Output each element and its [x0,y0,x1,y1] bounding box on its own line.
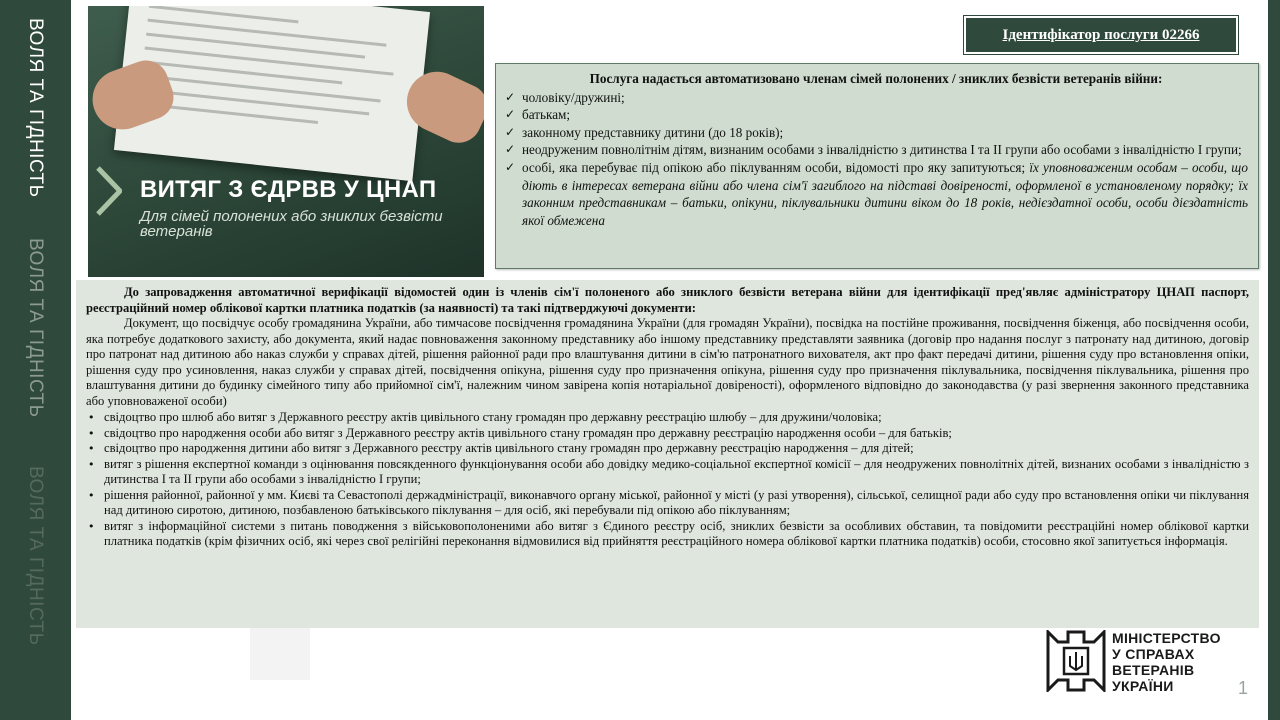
eligibility-list [504,89,1248,230]
list-item: • свідоцтво про народження дитини або витяг з Державного реєстру актів цивільного стану громадян про державну реєстрацію народження – для дітей; [88,441,914,455]
list-item: ✓ чоловіку/дружині; [505,89,625,105]
list-item: • витяг з інформаційної системи з питань поводження з військовополоненими або витяг з Єдиного реєстру осіб, зниклих безвісти за особливих обставин, та повідомити реєстраційні номер облікової картки платника податків (крім фізичних осіб, які через свої релігійні переконання відмовилися від прийняття реєстраційного номера облікової картки платника податків) особи, стосовно якої запитується інформація. [88,518,1249,548]
documents-panel [76,280,1259,628]
checkmark-icon: ✓ [505,89,516,104]
list-item: ✓ неодруженим повнолітнім дітям, визнаним особами з інвалідністю з дитинства I та II групи або особами з інвалідністю I групи; [505,142,1242,158]
ministry-name: МІНІСТЕРСТВО У СПРАВАХ ВЕТЕРАНІВ УКРАЇНИ [1112,630,1221,694]
bullet-icon: • [88,426,95,440]
bullet-icon: • [88,442,95,455]
checkmark-icon: ✓ [505,142,516,157]
service-id-button[interactable] [964,16,1238,54]
banner-subtitle: Для сімей полонених або зниклих безвісти ветеранів [140,208,443,240]
identity-document-text: Документ, що посвідчує особу громадянина України, або тимчасове посвідчення громадянина України (для громадян України), посвідка на постійне проживання, посвідчення біженця, або посвідчення особи, яка потребує додаткового захисту, або документа, який надає повноваження законному представнику або іншому представнику представляти заявника (договір про надання послуг з патронату над дитиною, договір про патронат над дитиною або наказ служби у справах дітей, рішення районної ради про влаштування дитини в сім'ю патронатного вихователя, акт про факт передачі дитини, рішення суду про встановлення опіки, рішення суду про усиновлення, наказ служби у справах дітей, посвідчення опікуна, рішення суду про призначення опікуна, рішення суду про призначення піклувальника, посвідчення піклувальника, рішення про влаштування дитини до будинку сімейного типу або прийомної сім'ї, належним чином завірена копія нотаріальної довіреності), оформленого відповідно до законодавства (у разі звернення законного представника або уповноваженої особи) [86,316,1249,408]
left-sidebar-band [0,0,71,720]
documents-intro: До запровадження автоматичної верифікації відомостей один із членів сім'ї полоненого або зниклого безвісти ветерана війни для ідентифікації пред'являє адміністратору ЦНАП паспорт, реєстраційний номер облікової картки платника податків (за наявності) та такі підтверджуючі документи: [86,285,1249,315]
slogan-vertical-1: ВОЛЯ ТА ГІДНІСТЬ [25,18,46,198]
list-item: • свідоцтво про народження особи або витяг з Державного реєстру актів цивільного стану громадян про державну реєстрацію народження особи – для батьків; [88,425,952,440]
bullet-icon: • [88,519,95,533]
bullet-icon: • [88,457,95,471]
arrow-icon [96,166,122,216]
list-item: • рішення районної, районної у мм. Києві та Севастополі держадміністрації, виконавчого органу міської, районної у місті (у разі утворення), сільської, селищної ради або суду про встановлення опіки чи піклування над дитиною сиротою, дитиною, позбавленою батьківського піклування – для осіб, які перебували під опікою або піклуванням; [88,487,1249,517]
ministry-emblem-icon [1046,630,1106,692]
eligibility-box [495,63,1259,269]
list-item: ✓ батькам; [505,107,571,123]
slogan-vertical-2: ВОЛЯ ТА ГІДНІСТЬ [25,238,46,418]
list-item: ✓ законному представнику дитини (до 18 років); [505,124,784,140]
banner-image [88,6,484,277]
banner-title: ВИТЯГ З ЄДРВВ У ЦНАП [140,176,437,203]
service-id-label: Ідентифікатор послуги 02266 [1002,26,1200,43]
page-number: 1 [1238,678,1249,698]
eligibility-title: Послуга надається автоматизовано членам сімей полонених / зниклих безвісти ветеранів війни: [589,71,1163,86]
checkmark-icon: ✓ [505,124,516,139]
ministry-logo [1046,630,1236,696]
bullet-icon: • [88,488,95,502]
list-item: • свідоцтво про шлюб або витяг з Державного реєстру актів цивільного стану громадян про державну реєстрацію шлюбу – для дружини/чоловіка; [88,410,882,424]
right-edge-band [1268,0,1280,720]
documents-list [86,410,1249,550]
checkmark-icon: ✓ [505,159,516,174]
list-item: • витяг з рішення експертної команди з оцінювання повсякденного функціонування особи або довідку медико-соціальної експертної комісії – для неодружених повнолітніх дітей, визнаних особами з інвалідністю з дитинства I та II групи або особами з інвалідністю I групи; [88,456,1249,486]
list-item: ✓ особі, яка перебуває під опікою або піклуванням особи, відомості про яку запитуються; їх уповноваженим особам – особи, що діють в інтересах ветерана війни або члена сім'ї загиблого на підставі довіреності, оформленої в установленому порядку; їх законним представникам – батьки, опікуни, піклувальники дитини віком до 18 років, недієздатної особи, особи дієздатність якої обмежена [505,159,1248,228]
slogan-vertical-3: ВОЛЯ ТА ГІДНІСТЬ [25,466,46,646]
checkmark-icon: ✓ [505,107,516,122]
bullet-icon: • [88,411,95,424]
